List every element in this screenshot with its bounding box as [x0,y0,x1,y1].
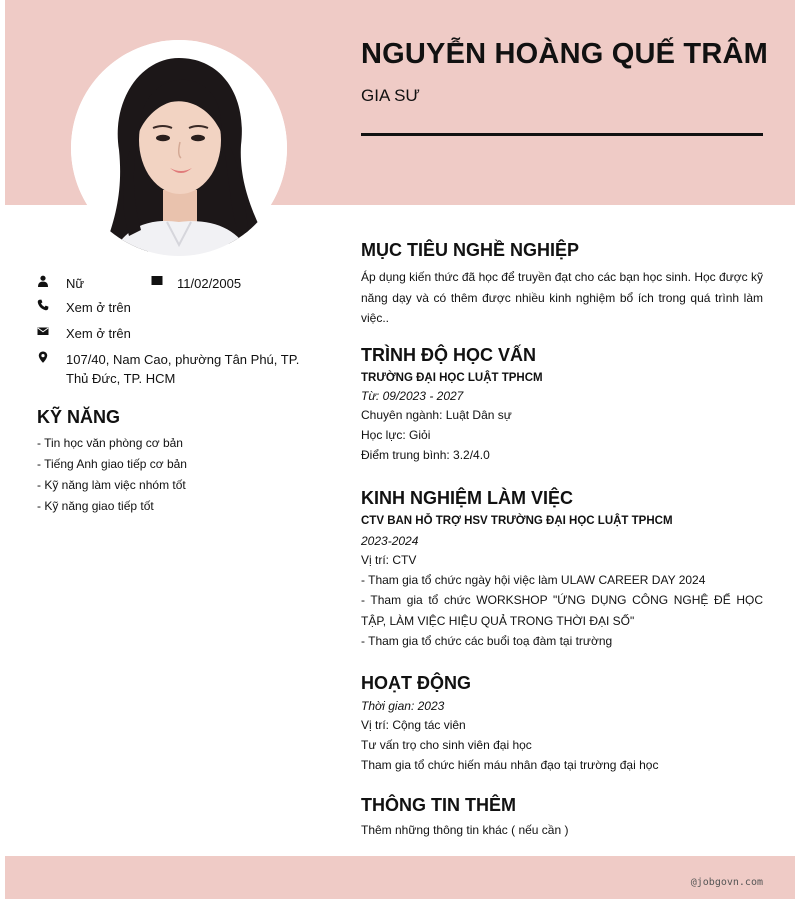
activity-item: Tham gia tổ chức hiến máu nhân đạo tại trường đại học [361,758,659,772]
location-pin-icon [37,351,49,363]
skill-item: - Kỹ năng làm việc nhóm tốt [37,478,186,492]
skill-item: - Tiếng Anh giao tiếp cơ bản [37,457,187,471]
experience-item: - Tham gia tổ chức ngày hội việc làm ULAW CAREER DAY 2024 [361,573,706,587]
activities-period: Thời gian: 2023 [361,699,445,713]
email-text: Xem ở trên [66,326,131,341]
extra-section [361,795,763,840]
footer-credit: @jobgovn.com [690,877,763,888]
activities-position: Vị trí: Cộng tác viên [361,718,466,732]
education-school: TRƯỜNG ĐẠI HỌC LUẬT TPHCM [361,372,543,384]
experience-title: KINH NGHIỆM LÀM VIỆC [361,488,574,508]
profile-photo [71,40,287,256]
skill-item: - Kỹ năng giao tiếp tốt [37,499,154,513]
activity-item: Tư vấn trọ cho sinh viên đại học [361,738,532,752]
education-rank: Học lực: Giỏi [361,428,431,442]
experience-position: Vị trí: CTV [361,553,417,567]
gender-text: Nữ [66,276,85,291]
skill-item: - Tin học văn phòng cơ bản [37,436,183,450]
mail-icon [37,325,49,337]
education-period: Từ: 09/2023 - 2027 [361,389,464,403]
person-icon [37,275,49,287]
header-divider [361,133,763,136]
education-title: TRÌNH ĐỘ HỌC VẤN [361,345,536,365]
education-section [361,345,763,465]
activities-title: HOẠT ĐỘNG [361,673,471,693]
phone-icon [37,299,49,311]
birthdate-text: 11/02/2005 [177,276,242,291]
experience-period: 2023-2024 [361,534,419,548]
education-major: Chuyên ngành: Luật Dân sự [361,408,512,422]
education-gpa: Điểm trung bình: 3.2/4.0 [361,448,490,462]
objective-title: MỤC TIÊU NGHỀ NGHIỆP [361,240,580,260]
experience-item: - Tham gia tổ chức WORKSHOP "ỨNG DỤNG CÔNG NGHỆ ĐỂ HỌC TẬP, LÀM VIỆC HIỆU QUẢ TRONG THỜI ĐẠI SỐ" [361,593,763,628]
activities-section [361,673,763,775]
skills-title: KỸ NĂNG [37,407,121,427]
skills-list [37,435,187,519]
calendar-icon [151,275,163,287]
objective-text: Áp dụng kiến thức đã học để truyền đạt cho các bạn học sinh. Học được kỹ năng dạy và có thêm được nhiều kinh nghiệm bổ ích trong quá trình làm việc.. [361,270,763,325]
objective-section [361,240,763,329]
experience-item: - Tham gia tổ chức các buổi toạ đàm tại trường [361,634,613,648]
extra-text: Thêm những thông tin khác ( nếu cần ) [361,823,569,837]
footer-band [5,856,795,899]
experience-org: CTV BAN HỖ TRỢ HSV TRƯỜNG ĐẠI HỌC LUẬT TPHCM [361,515,673,527]
candidate-name: NGUYỄN HOÀNG QUẾ TRÂM [361,38,768,70]
address-text: 107/40, Nam Cao, phường Tân Phú, TP. Thủ Đức, TP. HCM [66,352,300,386]
candidate-role: GIA SƯ [361,86,420,105]
experience-section [361,488,763,651]
phone-text: Xem ở trên [66,300,131,315]
extra-title: THÔNG TIN THÊM [361,795,516,815]
